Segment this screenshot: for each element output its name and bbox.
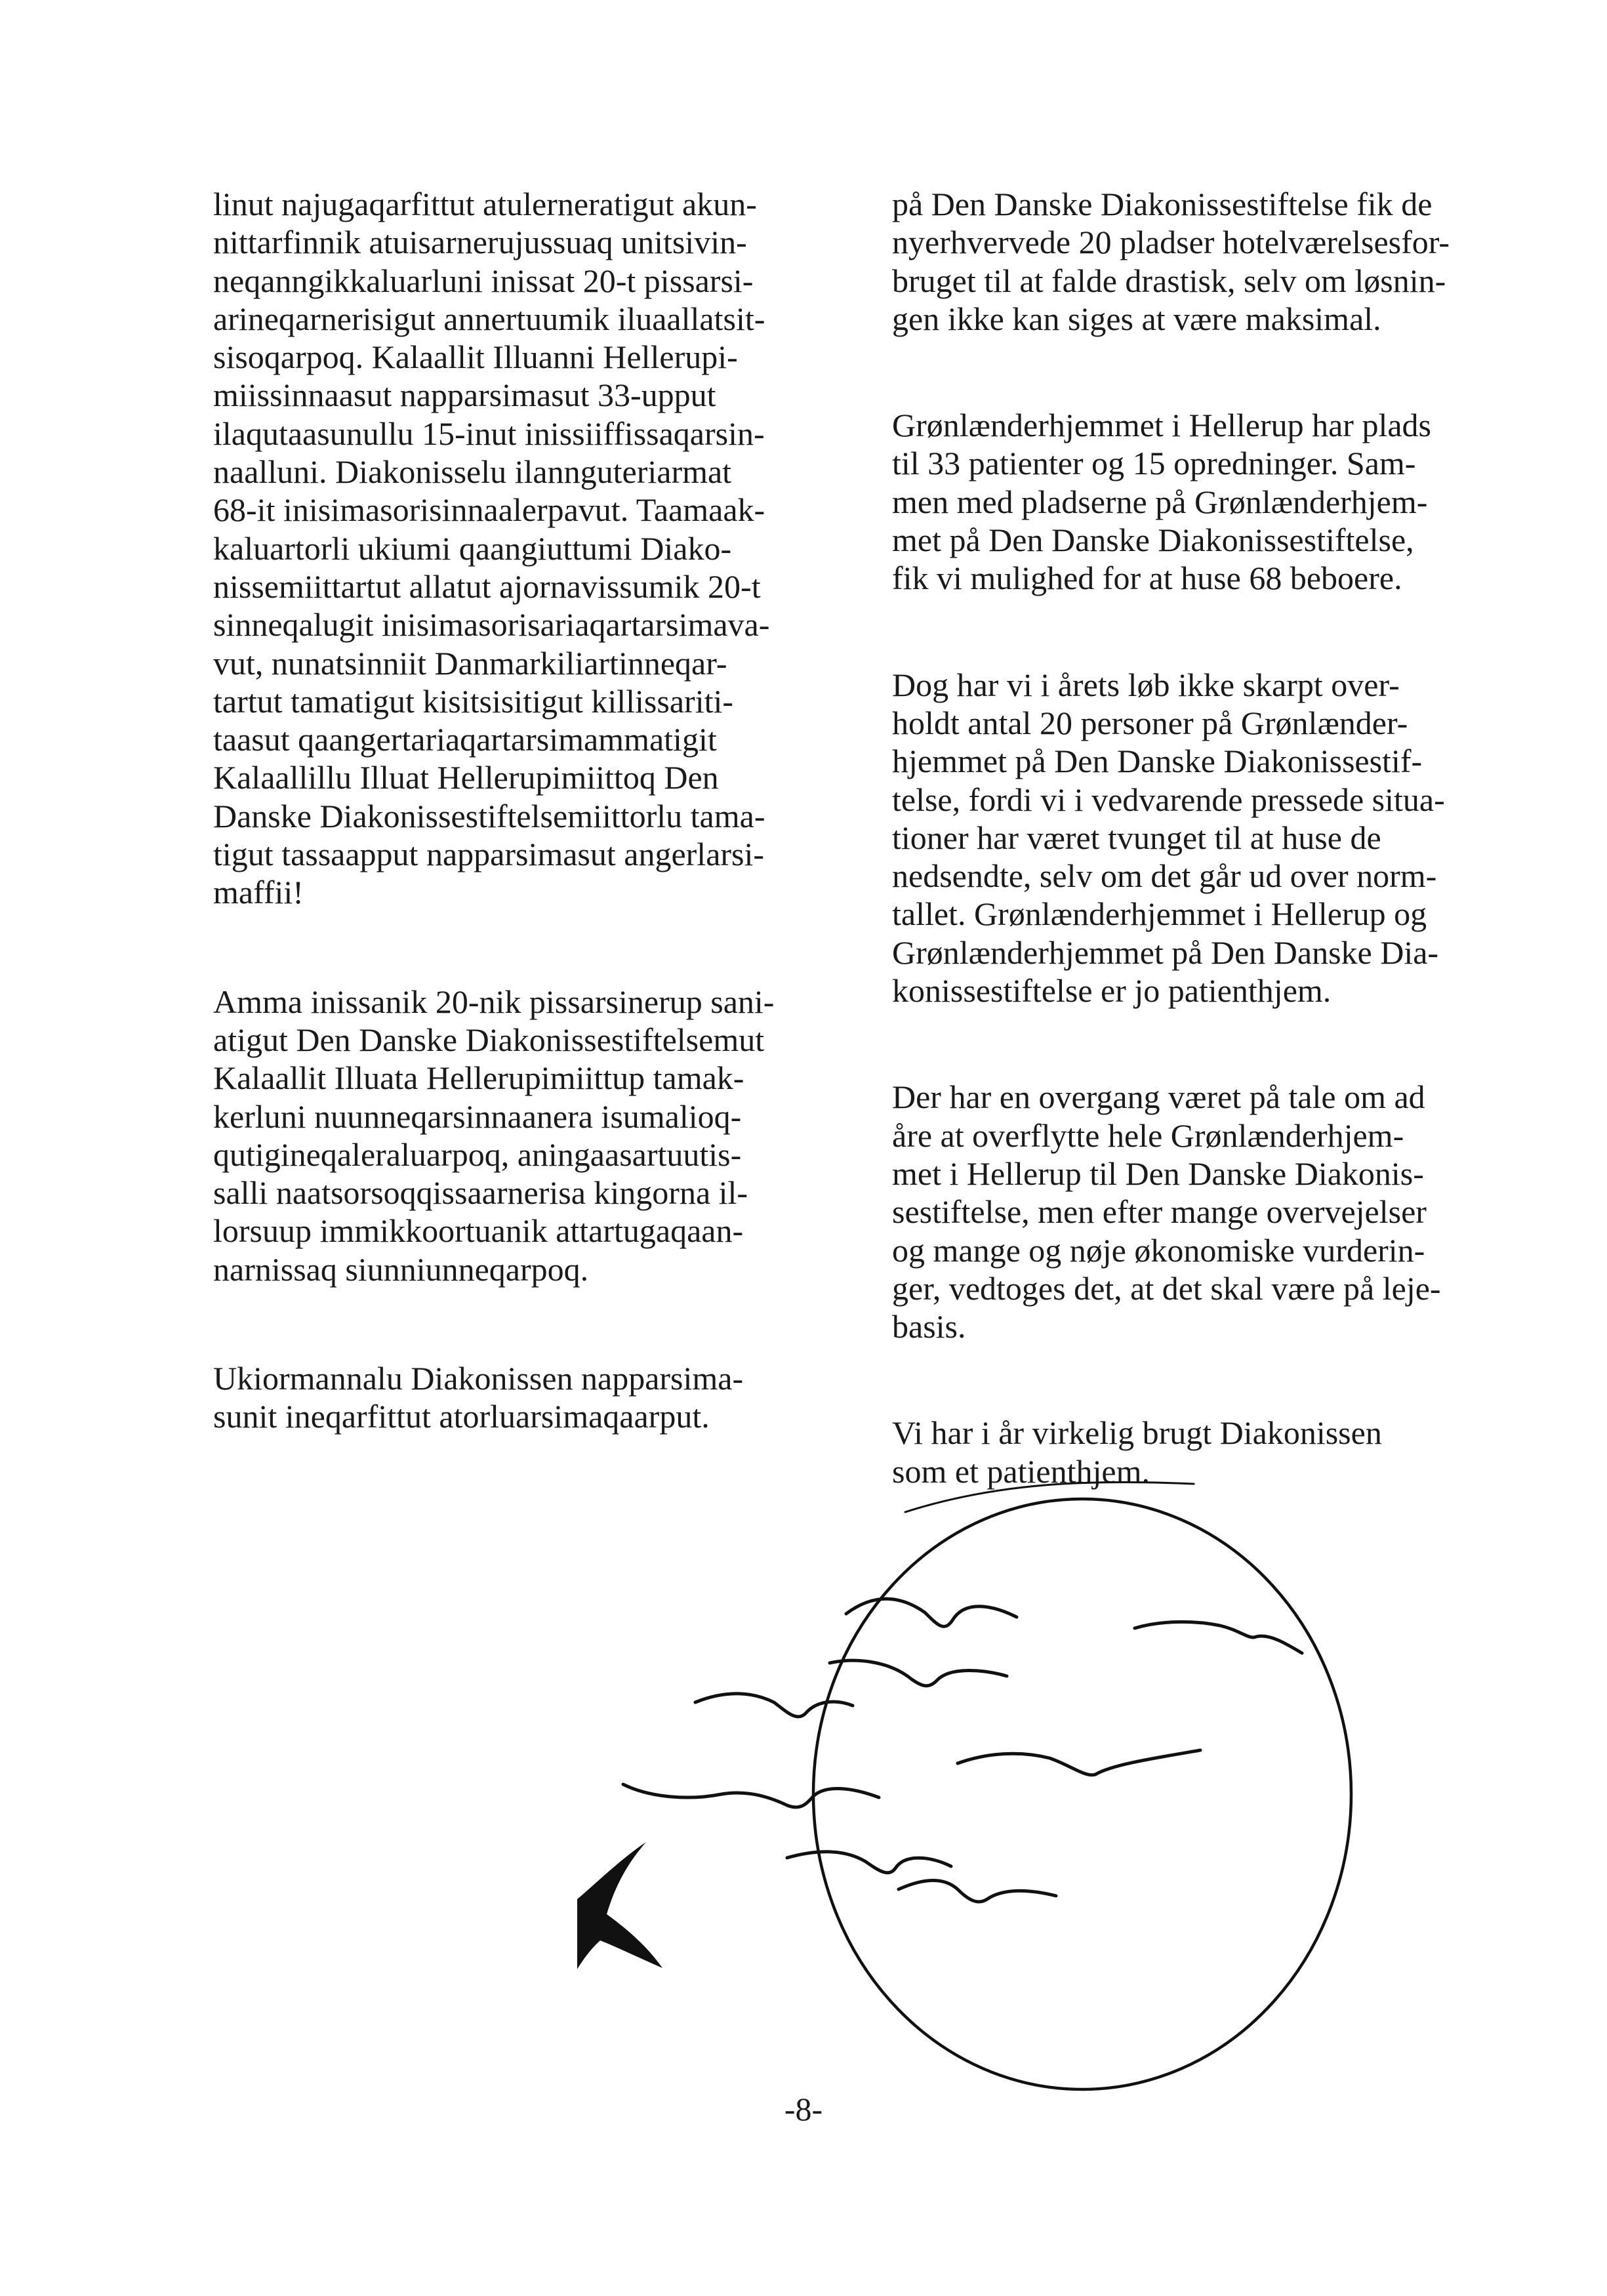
text-line: som et patienthjem. — [892, 1452, 1150, 1490]
paragraph-spacer — [892, 338, 1495, 406]
text-line: tallet. Grønlænderhjemmet i Hellerup og — [892, 895, 1427, 933]
text-line: qutigineqaleraluarpoq, aningaasartuutis- — [213, 1136, 742, 1173]
text-line: vut, nunatsinniit Danmarkiliartinneqar- — [213, 644, 727, 682]
paragraph-spacer — [213, 1288, 843, 1359]
text-line: tartut tamatigut kisitsisitigut killissariti- — [213, 682, 734, 720]
left-paragraph-3 — [213, 1359, 843, 1436]
text-line: taasut qaangertariaqartarsimammatigit — [213, 721, 717, 758]
text-line: lorsuup immikkoortuanik attartugaqaan- — [213, 1212, 744, 1250]
paragraph-spacer — [892, 1010, 1495, 1078]
moon-birds-illustration — [577, 1443, 1364, 2119]
left-paragraph-1 — [213, 185, 843, 912]
flying-bird-icon — [1135, 1622, 1302, 1653]
text-line: gen ikke kan siges at være maksimal. — [892, 300, 1381, 337]
text-line: nittarfinnik atuisarnerujussuaq unitsivin- — [213, 224, 747, 261]
text-line: naalluni. Diakonisselu ilannguteriarmat — [213, 453, 732, 491]
text-line: sestiftelse, men efter mange overvejelser — [892, 1193, 1427, 1231]
text-line: tigut tassaapput napparsimasut angerlarsi- — [213, 836, 765, 873]
text-line: basis. — [892, 1308, 966, 1345]
text-line: Der har en overgang været på tale om ad — [892, 1078, 1425, 1116]
paragraph-spacer — [892, 598, 1495, 666]
text-line: 68-it inisimasorisinnaalerpavut. Taamaak- — [213, 491, 765, 529]
left-paragraph-2 — [213, 983, 843, 1288]
text-line: sunit ineqarfittut atorluarsimaqaarput. — [213, 1398, 710, 1435]
bird-silhouette-icon — [577, 1842, 662, 1971]
text-line: kaluartorli ukiumi qaangiuttumi Diako- — [213, 529, 732, 567]
text-line: ilaqutaasunullu 15-inut inissiiffissaqarsin- — [213, 415, 765, 452]
paragraph-spacer — [213, 912, 843, 983]
text-line: Grønlænderhjemmet i Hellerup har plads — [892, 407, 1431, 444]
text-line: nissemiittartut allatut ajornavissumik 20-t — [213, 567, 761, 605]
text-line: Ukiormannalu Diakonissen napparsima- — [213, 1360, 744, 1397]
text-line: salli naatsorsoqqissaarnerisa kingorna il- — [213, 1174, 748, 1212]
text-line: met i Hellerup til Den Danske Diakonis- — [892, 1155, 1424, 1192]
text-line: bruget til at falde drastisk, selv om løsnin- — [892, 262, 1446, 299]
text-line: narnissaq siunniunneqarpoq. — [213, 1250, 589, 1288]
right-paragraph-3 — [892, 666, 1495, 1010]
paragraph-spacer — [892, 1345, 1495, 1414]
flying-bird-icon — [899, 1881, 1056, 1902]
text-line: til 33 patienter og 15 opredninger. Sam- — [892, 445, 1416, 482]
right-paragraph-2 — [892, 406, 1495, 597]
text-line: åre at overflytte hele Grønlænderhjem- — [892, 1117, 1404, 1154]
right-paragraph-4 — [892, 1078, 1495, 1345]
text-line: sisoqarpoq. Kalaallit Illuanni Hellerupi- — [213, 338, 738, 376]
text-line: Kalaallillu Illuat Hellerupimiittoq Den — [213, 759, 719, 796]
text-line: atigut Den Danske Diakonissestiftelsemut — [213, 1021, 765, 1058]
text-line: neqanngikkaluarluni inissat 20-t pissarsi- — [213, 262, 754, 299]
text-line: sinneqalugit inisimasorisariaqartarsimava- — [213, 606, 770, 644]
text-line: telse, fordi vi i vedvarende pressede situa- — [892, 781, 1445, 818]
text-line: holdt antal 20 personer på Grønlænder- — [892, 704, 1408, 741]
text-line: Grønlænderhjemmet på Den Danske Dia- — [892, 933, 1439, 971]
left-column — [213, 185, 843, 1436]
page-number: -8- — [784, 2091, 823, 2127]
text-line: nedsendte, selv om det går ud over norm- — [892, 857, 1437, 895]
right-column — [892, 185, 1495, 1490]
right-paragraph-1 — [892, 185, 1495, 338]
text-line: maffii! — [213, 874, 304, 911]
text-line: Kalaallit Illuata Hellerupimiittup tamak- — [213, 1059, 744, 1097]
flying-bird-icon — [623, 1784, 879, 1807]
text-line: på Den Danske Diakonissestiftelse fik de — [892, 186, 1433, 222]
text-line: men med pladserne på Grønlænderhjem- — [892, 483, 1428, 520]
text-line: linut najugaqarfittut atulerneratigut akun- — [213, 186, 757, 222]
text-line: Vi har i år virkelig brugt Diakonissen — [892, 1414, 1382, 1452]
text-line: arineqarnerisigut annertuumik iluaallatsit- — [213, 300, 765, 337]
text-line: Amma inissanik 20-nik pissarsinerup sani- — [213, 983, 775, 1020]
text-line: og mange og nøje økonomiske vurderin- — [892, 1231, 1425, 1269]
text-line: nyerhvervede 20 pladser hotelværelsesfor- — [892, 224, 1450, 261]
text-line: Dog har vi i årets løb ikke skarpt over- — [892, 666, 1400, 703]
text-line: miissinnaasut napparsimasut 33-upput — [213, 377, 716, 414]
text-line: hjemmet på Den Danske Diakonissestif- — [892, 743, 1423, 780]
flying-bird-icon — [787, 1852, 951, 1873]
text-line: Danske Diakonissestiftelsemiittorlu tama- — [213, 797, 765, 834]
flying-bird-icon — [958, 1750, 1200, 1775]
text-line: kerluni nuunneqarsinnaanera isumalioq- — [213, 1097, 742, 1135]
moon-circle-icon — [813, 1499, 1351, 2089]
text-line: ger, vedtoges det, at det skal være på leje- — [892, 1269, 1441, 1307]
text-line: met på Den Danske Diakonissestiftelse, — [892, 522, 1414, 559]
text-line: konissestiftelse er jo patienthjem. — [892, 972, 1332, 1010]
flying-bird-icon — [830, 1660, 1007, 1686]
text-line: tioner har været tvunget til at huse de — [892, 819, 1381, 856]
text-line: fik vi mulighed for at huse 68 beboere. — [892, 560, 1402, 597]
